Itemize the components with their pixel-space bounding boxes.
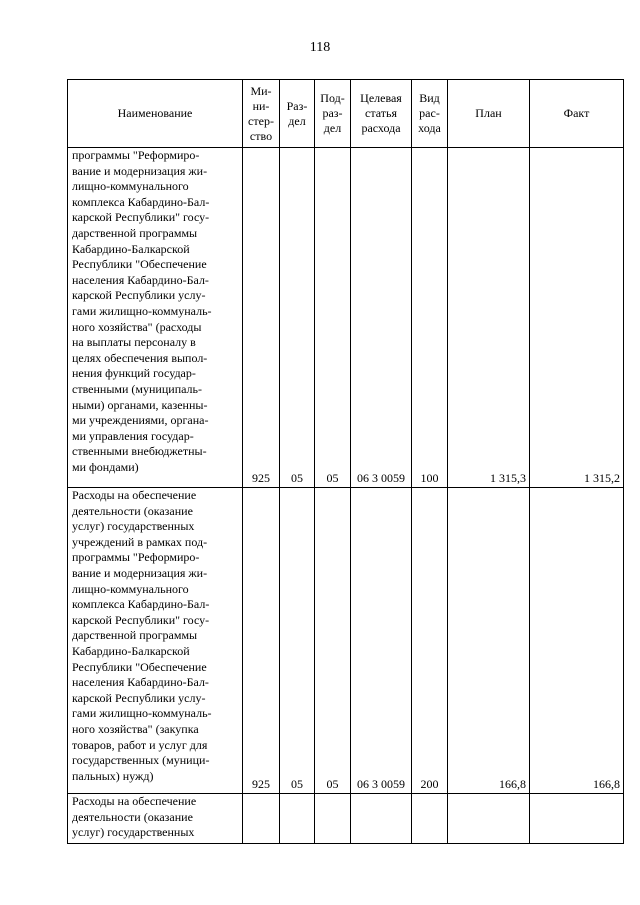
row-ministry bbox=[243, 794, 280, 844]
row-section: 05 bbox=[280, 488, 315, 794]
row-plan: 1 315,3 bbox=[448, 148, 530, 488]
row-target: 06 3 0059 bbox=[351, 488, 412, 794]
header-target: Целевая статья расхода bbox=[351, 80, 412, 148]
header-plan: План bbox=[448, 80, 530, 148]
header-name: Наименование bbox=[68, 80, 243, 148]
row-fact: 166,8 bbox=[530, 488, 624, 794]
header-expense-type: Вид рас- хода bbox=[412, 80, 448, 148]
header-fact: Факт bbox=[530, 80, 624, 148]
row-expense-type bbox=[412, 794, 448, 844]
row-target: 06 3 0059 bbox=[351, 148, 412, 488]
header-ministry: Ми- ни- стер- ство bbox=[243, 80, 280, 148]
row-ministry: 925 bbox=[243, 488, 280, 794]
row-expense-type: 100 bbox=[412, 148, 448, 488]
row-name: программы "Реформиро- вание и модернизация жи- лищно-коммунального комплекса Кабардино-Бал- карской Республики" госу- дарственной программы Кабардино-Балкарской Республики "Обеспечение населения Кабардино-Бал- карской Республики услу- гами жилищно-коммуналь- ного хозяйства" (расходы на выплаты персоналу в целях обеспечения выпол- нения функций государ- ственными (муниципаль- ными) органами, казенны- ми учреждениями, органа- ми управления государ- ственными внебюджетны- ми фондами) bbox=[68, 148, 243, 488]
row-expense-type: 200 bbox=[412, 488, 448, 794]
row-fact bbox=[530, 794, 624, 844]
budget-table bbox=[67, 79, 624, 844]
row-name: Расходы на обеспечение деятельности (оказание услуг) государственных учреждений в рамках под- программы "Реформиро- вание и модернизация жи- лищно-коммунального комплекса Кабардино-Бал- карской Республики" госу- дарственной программы Кабардино-Балкарской Республики "Обеспечение населения Кабардино-Бал- карской Республики услу- гами жилищно-коммуналь- ного хозяйства" (закупка товаров, работ и услуг для государственных (муници- пальных) нужд) bbox=[68, 488, 243, 794]
row-ministry: 925 bbox=[243, 148, 280, 488]
row-target bbox=[351, 794, 412, 844]
row-name: Расходы на обеспечение деятельности (оказание услуг) государственных bbox=[68, 794, 243, 844]
row-subsection bbox=[315, 794, 351, 844]
row-plan: 166,8 bbox=[448, 488, 530, 794]
row-section: 05 bbox=[280, 148, 315, 488]
table-row bbox=[68, 488, 624, 794]
table-row bbox=[68, 148, 624, 488]
row-plan bbox=[448, 794, 530, 844]
table-row bbox=[68, 794, 624, 844]
row-fact: 1 315,2 bbox=[530, 148, 624, 488]
row-subsection: 05 bbox=[315, 148, 351, 488]
page-number: 118 bbox=[309, 40, 331, 55]
header-section: Раз- дел bbox=[280, 80, 315, 148]
table-header-row bbox=[68, 80, 624, 148]
header-subsection: Под- раз- дел bbox=[315, 80, 351, 148]
row-section bbox=[280, 794, 315, 844]
row-subsection: 05 bbox=[315, 488, 351, 794]
